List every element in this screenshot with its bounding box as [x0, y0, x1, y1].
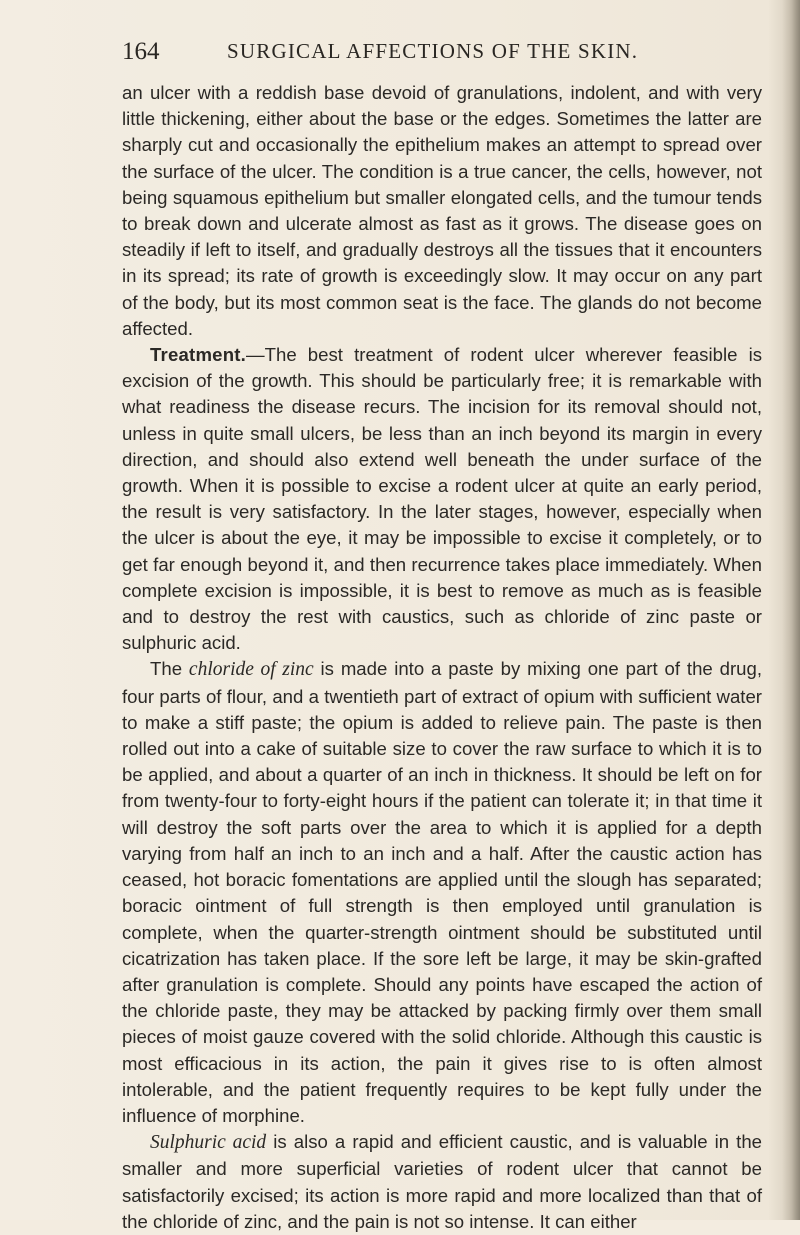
section-heading: Treatment.: [150, 344, 247, 366]
italic-term: Sulphuric acid: [150, 1132, 267, 1154]
paragraph-text: an ulcer with a reddish base devoid of granulations, indolent, and with very little thickening, either about the base or the edges. Sometimes the latter are sharply cut and occasionally the epithelium makes an attempt to spread over the surface of the ulcer. The condition is a true cancer, the cells, however, not being squamous epithelium but smaller elongated cells, and the tumour tends to break down and ulcerate almost as fast as it grows. The disease goes on steadily if left to itself, and gradually destroys all the tissues that it encounters in its spread; its rate of growth is exceedingly slow. It may occur on any part of the body, but its most common seat is the face. The glands do not become affected.: [122, 82, 762, 339]
paragraph-lead: The: [150, 658, 189, 680]
page-number: 164: [122, 38, 160, 65]
paragraph-treatment: [122, 342, 762, 656]
paragraph-description: [122, 80, 762, 342]
paragraph-chloride-of-zinc: [122, 656, 762, 1129]
paragraph-text: is made into a paste by mixing one part of the drug, four parts of flour, and a twentieth part of extract of opium with sufficient water to make a stiff paste; the opium is added to relieve pain. The paste is then rolled out into a cake of suitable size to cover the raw surface to which it is to be applied, and about a quarter of an inch in thickness. It should be left on for from twenty-four to forty-eight hours if the patient can tolerate it; in that time it will destroy the soft parts over the area to which it is applied for a depth varying from half an inch to an inch and a half. After the caustic action has ceased, hot boracic fomentations are applied until the slough has separated; boracic ointment of full strength is then employed until granulation is complete, when the quarter-strength ointment should be substituted until cicatrization has taken place. If the sore left be large, it may be skin-grafted after granulation is complete. Should any points have escaped the action of the chloride paste, they may be attacked by packing firmly over them small pieces of moist gauze covered with the solid chloride. Although this caustic is most efficacious in its action, the pain it gives rise to is often almost intolerable, and the patient frequently requires to be kept fully under the influence of morphine.: [122, 658, 762, 1126]
paragraph-sulphuric-acid: [122, 1129, 762, 1235]
italic-term: chloride of zinc: [188, 659, 314, 681]
running-head: SURGICAL AFFECTIONS OF THE SKIN.: [227, 39, 639, 63]
paragraph-text: —The best treatment of rodent ulcer wherever feasible is excision of the growth. This should be particularly free; it is remarkable with what readiness the disease recurs. The incision for its removal should not, unless in quite small ulcers, be less than an inch beyond its margin in every direction, and should also extend well beneath the under surface of the growth. When it is possible to excise a rodent ulcer at quite an early period, the result is very satisfactory. In the later stages, however, especially when the ulcer is about the eye, it may be impossible to excise it completely, or to get far enough beyond it, and then recurrence takes place immediately. When complete excision is impossible, it is best to remove as much as is feasible and to destroy the rest with caustics, such as chloride of zinc paste or sulphuric acid.: [122, 344, 762, 654]
body-text: [122, 80, 762, 1235]
paragraph-text: is also a rapid and efficient caustic, and is valuable in the smaller and more superficial varieties of rodent ulcer that cannot be satisfactorily excised; its action is more rapid and more localized than that of the chloride of zinc, and the pain is not so intense. It can either: [122, 1131, 762, 1232]
page-edge-shadow: [782, 0, 800, 1220]
page-header: [122, 38, 722, 68]
